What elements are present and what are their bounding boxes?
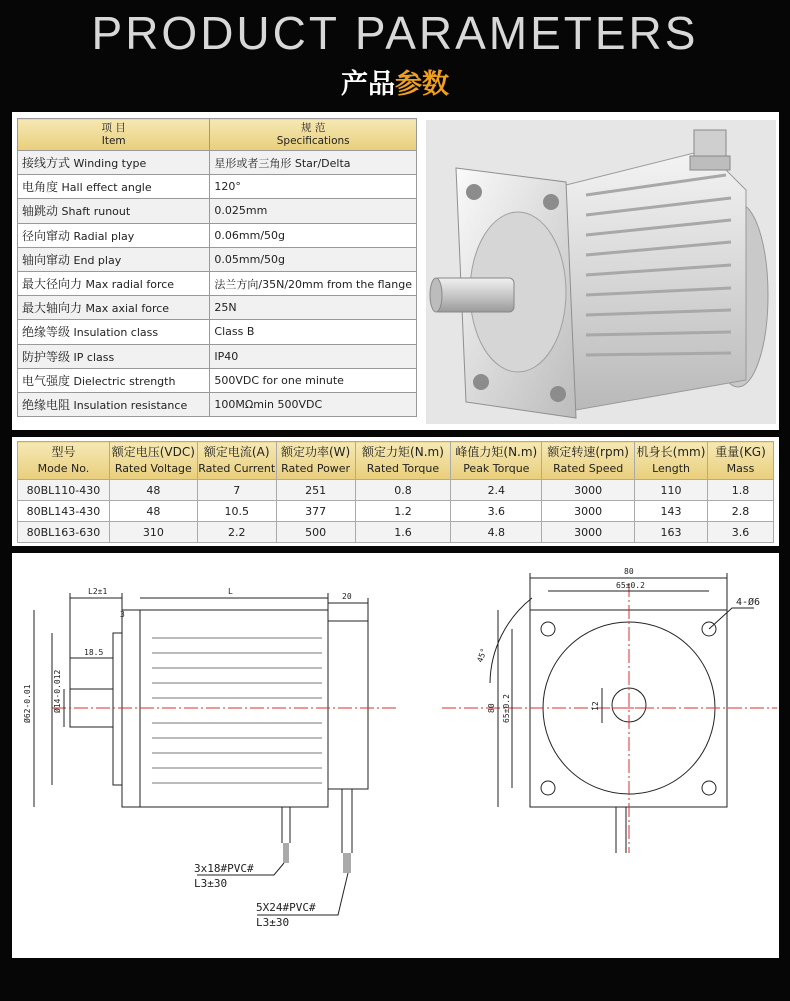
spec-row: 接线方式 Winding type 星形或者三角形 Star/Delta [18,151,417,175]
column-header: 额定电压(VDC) Rated Voltage [109,442,197,480]
motor-photo [426,120,776,424]
cable2-length-label: L3±30 [256,916,290,929]
table-row: 80BL143-430 48 10.5 377 1.2 3.6 3000 143 2.8 [18,501,774,522]
dim-holes-label: 4-Ø6 [736,597,761,608]
spec-row: 绝缘等级 Insulation class Class B [18,320,417,344]
spec-row: 绝缘电阻 Insulation resistance 100MΩmin 500VDC [18,392,417,416]
dim-l-label: L [228,587,233,596]
spec-row: 最大径向力 Max radial force 法兰方向/35N/20mm from the flange [18,271,417,295]
table-row: 80BL110-430 48 7 251 0.8 2.4 3000 110 1.8 [18,480,774,501]
spec-row: 防护等级 IP class IP40 [18,344,417,368]
spec-panel [12,112,779,430]
dim-18-5-label: 18.5 [84,648,104,657]
spec-table-header [18,119,417,151]
spec-row: 轴跳动 Shaft runout 0.025mm [18,199,417,223]
drawing-panel [12,553,779,958]
spec-table [17,118,417,417]
cable1-length-label: L3±30 [194,877,228,890]
model-table-header [18,442,774,480]
spec-row: 电角度 Hall effect angle 120° [18,175,417,199]
model-table [17,441,774,543]
page-subtitle: 产品参数 [341,69,449,100]
dim-pilot-label: Ø62-0.01 [23,684,32,723]
column-header: 机身长(mm) Length [635,442,708,480]
spec-row: 电气强度 Dielectric strength 500VDC for one minute [18,368,417,392]
cable2-spec-label: 5X24#PVC# [256,901,316,914]
dim-65-side-label: 65±0.2 [502,694,511,723]
column-header: 重量(KG) Mass [708,442,774,480]
spec-row: 最大轴向力 Max axial force 25N [18,296,417,320]
dim-65-top-label: 65±0.2 [616,581,645,590]
dim-l2-label: L2±1 [88,587,108,596]
table-row: 80BL163-630 310 2.2 500 1.6 4.8 3000 163 3.6 [18,522,774,543]
column-header: 额定电流(A) Rated Current [197,442,276,480]
cable1-spec-label: 3x18#PVC# [194,862,254,875]
column-header: 额定转速(rpm) Rated Speed [542,442,635,480]
spec-header-specifications: 规 范 Specifications [210,119,417,151]
dim-80-top-label: 80 [624,567,634,576]
spec-row: 轴向窜动 End play 0.05mm/50g [18,247,417,271]
column-header: 额定力矩(N.m) Rated Torque [355,442,451,480]
dim-20-label: 20 [342,592,352,601]
spec-row: 径向窜动 Radial play 0.06mm/50g [18,223,417,247]
dim-12-label: 12 [591,701,600,711]
model-panel [12,437,779,546]
page-title: PRODUCT PARAMETERS [91,7,699,59]
dim-80-side-label: 80 [487,703,496,713]
technical-drawing [12,553,779,958]
spec-header-item: 项 目 Item [18,119,210,151]
column-header: 峰值力矩(N.m) Peak Torque [451,442,542,480]
dim-shaft-label: Ø14-0.012 [53,669,62,713]
dim-45-label: 45° [475,647,489,664]
column-header: 额定功率(W) Rated Power [276,442,355,480]
dim-3-label: 3 [120,610,125,619]
column-header: 型号 Mode No. [18,442,110,480]
